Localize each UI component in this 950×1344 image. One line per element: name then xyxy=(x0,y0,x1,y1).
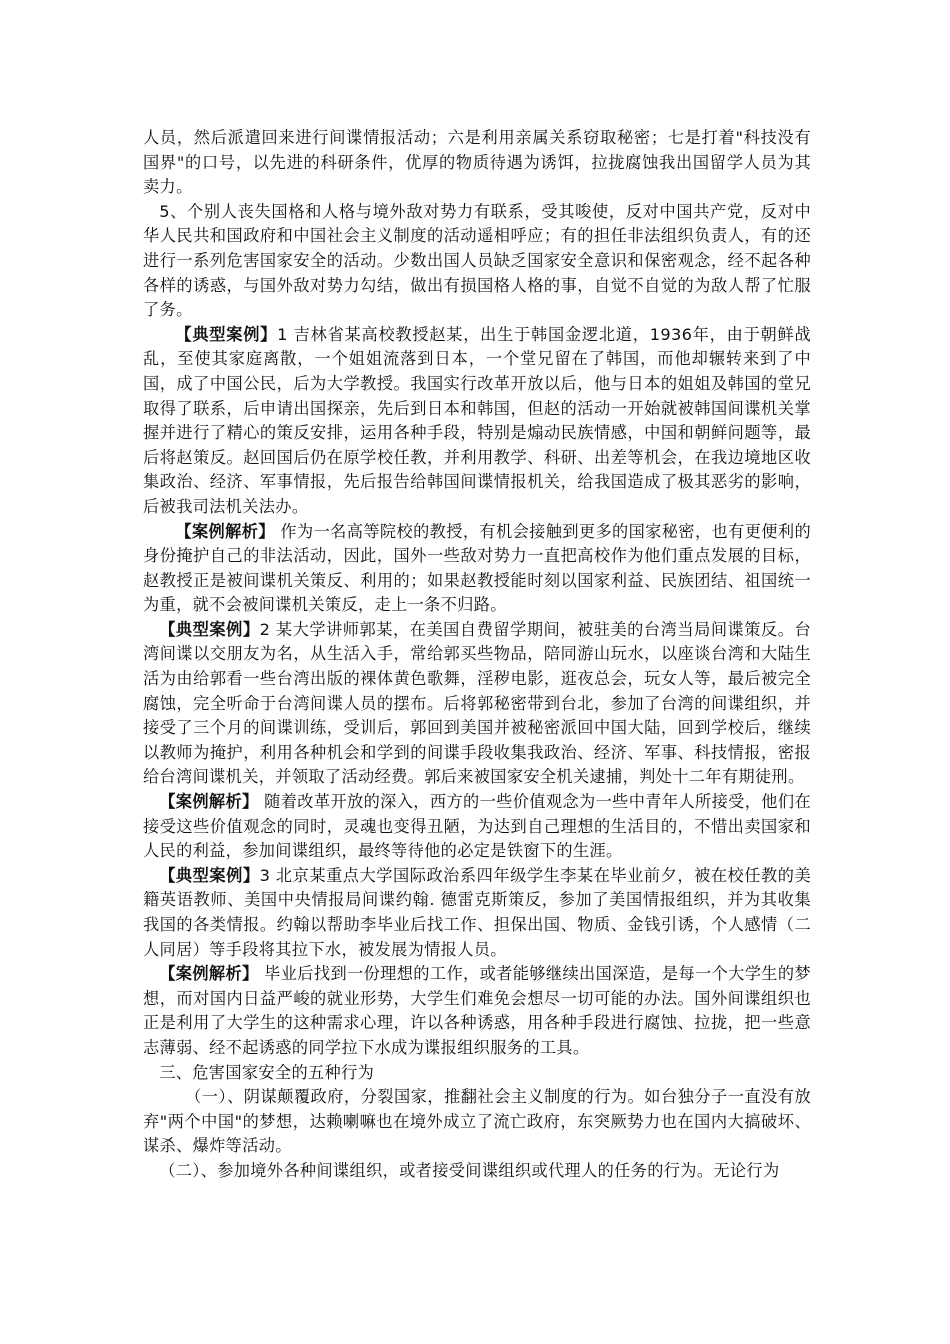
paragraph-behavior-1 xyxy=(143,1085,811,1159)
paragraph-behavior-2 xyxy=(143,1159,811,1184)
analysis-label: 【案例解析】 xyxy=(159,964,259,984)
paragraph-text: 5、个别人丧失国格和人格与境外敌对势力有联系，受其唆使，反对中国共产党，反对中华人民共和国政府和中国社会主义制度的活动遥相呼应；有的担任非法组织负责人，有的还进行一系列危害国家安全的活动。少数出国人员缺乏国家安全意识和保密观念，经不起各种各样的诱惑，与国外敌对势力勾结，做出有损国格人格的事，自觉不自觉的为敌人帮了忙服了务。 xyxy=(143,201,811,320)
paragraph-typical-case-3 xyxy=(143,864,811,962)
paragraph-typical-case-2 xyxy=(143,618,811,790)
analysis-label: 【案例解析】 xyxy=(159,792,259,812)
case-label: 【典型案例】 xyxy=(159,619,260,639)
paragraph-text: （一）、阴谋颠覆政府，分裂国家，推翻社会主义制度的行为。如台独分子一直没有放弃"两个中国"的梦想，达赖喇嘛也在境外成立了流亡政府，东突厥势力也在国内大搞破坏、谋杀、爆炸等活动。 xyxy=(143,1087,811,1156)
paragraph-text: 人员，然后派遣回来进行间谍情报活动；六是利用亲属关系窃取秘密；七是打着"科技没有国界"的口号，以先进的科研条件，优厚的物质待遇为诱饵，拉拢腐蚀我出国留学人员为其卖力。 xyxy=(143,128,811,197)
case-label: 【典型案例】 xyxy=(175,324,278,344)
paragraph-text: 2 某大学讲师郭某，在美国自费留学期间，被驻美的台湾当局间谍策反。台湾间谍以交朋友为名，从生活入手，常给郭买些物品，陪同游山玩水，以座谈台湾和大陆生活为由给郭看一些台湾出版的裸体黄色歌舞，淫秽电影，逛夜总会，玩女人等，最后被完全腐蚀，完全听命于台湾间谍人员的摆布。后将郭秘密带到台北，参加了台湾的间谍组织，并接受了三个月的间谍训练，受训后，郭回到美国并被秘密派回中国大陆，回到学校后，继续以教师为掩护，利用各种机会和学到的间谍手段收集我政治、经济、军事、科技情报，密报给台湾间谍机关，并领取了活动经费。郭后来被国家安全机关逮捕，判处十二年有期徒刑。 xyxy=(143,619,811,787)
paragraph-text: 随着改革开放的深入，西方的一些价值观念为一些中青年人所接受，他们在接受这些价值观念的同时，灵魂也变得丑陋，为达到自己理想的生活目的，不惜出卖国家和人民的利益，参加间谍组织，最终等待他的必定是铁窗下的生涯。 xyxy=(143,792,811,861)
paragraph-case-analysis-3 xyxy=(143,962,811,1060)
analysis-label: 【案例解析】 xyxy=(175,521,275,541)
paragraph-item-5 xyxy=(143,200,811,323)
paragraph-text: 毕业后找到一份理想的工作，或者能够继续出国深造，是每一个大学生的梦想，而对国内日益严峻的就业形势，大学生们难免会想尽一切可能的办法。国外间谍组织也正是利用了大学生的这种需求心理，许以各种诱惑，用各种手段进行腐蚀、拉拢，把一些意志薄弱、经不起诱惑的同学拉下水成为谍报组织服务的工具。 xyxy=(143,964,811,1057)
section-heading-five-behaviors xyxy=(143,1061,811,1086)
paragraph-text: （二）、参加境外各种间谍组织，或者接受间谍组织或代理人的任务的行为。无论行为 xyxy=(159,1160,780,1180)
paragraph-text: 1 吉林省某高校教授赵某，出生于韩国金逻北道，1936年，由于朝鲜战乱，至使其家庭离散，一个姐姐流落到日本，一个堂兄留在了韩国，而他却辗转来到了中国，成了中国公民，后为大学教授。我国实行改革开放以后，他与日本的姐姐及韩国的堂兄取得了联系，后申请出国探亲，先后到日本和韩国，但赵的活动一开始就被韩国间谍机关掌握并进行了精心的策反安排，运用各种手段，特别是煽动民族情感，中国和朝鲜问题等，最后将赵策反。赵回国后仍在原学校任教，并利用教学、科研、出差等机会，在我边境地区收集政治、经济、军事情报，先后报告给韩国间谍情报机关，给我国造成了极其恶劣的影响，后被我司法机关法办。 xyxy=(143,324,811,516)
document-page xyxy=(143,126,811,1184)
paragraph-text: 3 北京某重点大学国际政治系四年级学生李某在毕业前夕，被在校任教的美籍英语教师、美国中央情报局间谍约翰. 德雷克斯策反，参加了美国情报组织，并为其收集我国的各类情报。约翰以帮助李毕业后找工作、担保出国、物质、金钱引诱，个人感情（二人同居）等手段将其拉下水，被发展为情报人员。 xyxy=(143,865,811,959)
case-label: 【典型案例】 xyxy=(159,865,260,885)
paragraph-case-analysis-2 xyxy=(143,790,811,864)
paragraph-typical-case-1 xyxy=(143,323,811,520)
paragraph-text: 作为一名高等院校的教授，有机会接触到更多的国家秘密，也有更便利的身份掩护自己的非法活动，因此，国外一些敌对势力一直把高校作为他们重点发展的目标，赵教授正是被间谍机关策反、利用的；如果赵教授能时刻以国家利益、民族团结、祖国统一为重，就不会被间谍机关策反，走上一条不归路。 xyxy=(143,521,811,615)
paragraph-espionage-methods-end xyxy=(143,126,811,200)
paragraph-case-analysis-1 xyxy=(143,520,811,618)
paragraph-text: 三、危害国家安全的五种行为 xyxy=(159,1062,375,1082)
